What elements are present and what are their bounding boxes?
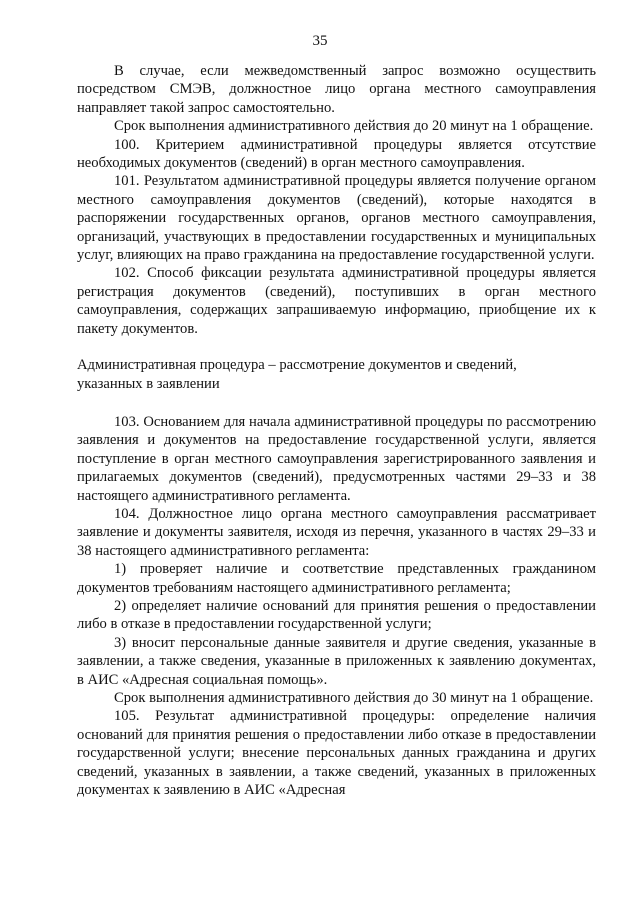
section-heading-line-2: указанных в заявлении <box>77 375 220 392</box>
paragraph-102: 102. Способ фиксации результата административной процедуры является регистрация документов (сведений), поступивших в орган местного самоуправления, содержащих запрашиваемую информацию, приобщение их к пакету документов. <box>77 265 596 337</box>
spacer <box>77 338 596 356</box>
section-heading-line-1: Административная процедура – рассмотрение документов и сведений, <box>77 357 517 374</box>
paragraph-105: 105. Результат административной процедуры: определение наличия оснований для принятия решения о предоставлении либо отказе в предоставлении государственной услуги; внесение персональных данных гражданина и других сведений, указанных в заявлении, а также сведений, указанных в приложенных документах к заявлению в АИС «Адресная <box>77 708 596 799</box>
document-body <box>77 62 596 799</box>
spacer <box>77 393 596 413</box>
page-number: 35 <box>312 33 328 49</box>
paragraph-100: 100. Критерием административной процедуры является отсутствие необходимых документов (сведений) в орган местного самоуправления. <box>77 136 596 172</box>
list-item-3: 3) вносит персональные данные заявителя и другие сведения, указанные в заявлении, а также сведения, указанные в приложенных к заявлению документах, в АИС «Адресная социальная помощь». <box>77 634 596 688</box>
list-item-1: 1) проверяет наличие и соответствие представленных гражданином документов требованиям настоящего административного регламента; <box>77 561 596 596</box>
paragraph-deadline-20: Срок выполнения административного действия до 20 минут на 1 обращение. <box>114 118 594 135</box>
list-item-2: 2) определяет наличие оснований для принятия решения о предоставлении либо в отказе в предоставлении государственной услуги; <box>77 597 596 633</box>
paragraph-deadline-30: Срок выполнения административного действия до 30 минут на 1 обращение. <box>114 690 594 706</box>
paragraph-103: 103. Основанием для начала административной процедуры по рассмотрению заявления и документов на предоставление государственной услуги, является поступление в орган местного самоуправления зарегистрированного заявления и прилагаемых документов (сведений), предусмотренных частями 29–33 и 38 настоящего административного регламента. <box>77 413 596 504</box>
paragraph-104: 104. Должностное лицо органа местного самоуправления рассматривает заявление и документы заявителя, исходя из перечня, указанного в частях 29–33 и 38 настоящего административного регламента: <box>77 505 596 559</box>
paragraph-101: 101. Результатом административной процедуры является получение органом местного самоуправления документов (сведений), которые находятся в распоряжении государственных органов, органов местного самоуправления, организаций, участвующих в предоставлении государственных и муниципальных услуг, влияющих на право гражданина на предоставление государственной услуги. <box>77 173 596 264</box>
paragraph-smev-request: В случае, если межведомственный запрос возможно осуществить посредством СМЭВ, должностное лицо органа местного самоуправления направляет такой запрос самостоятельно. <box>77 63 596 116</box>
